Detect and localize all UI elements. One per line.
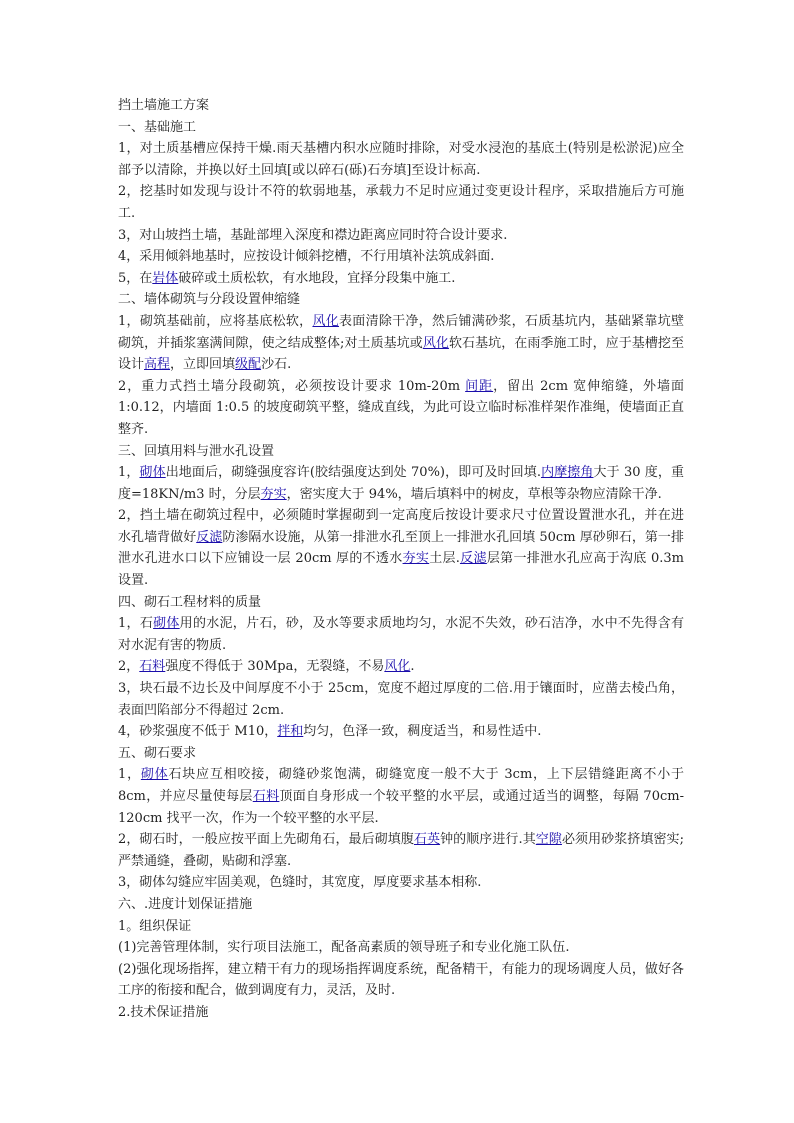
paragraph bbox=[118, 959, 684, 1002]
section-heading bbox=[118, 117, 684, 139]
keyword-link[interactable]: 间距 bbox=[465, 378, 494, 394]
text-run: 2，重力式挡土墙分段砌筑，必须按设计要求 10m-20m bbox=[118, 378, 466, 394]
keyword-link[interactable]: 反滤 bbox=[196, 529, 223, 545]
text-run: 5，在 bbox=[118, 270, 153, 286]
text-run: 均匀，色泽一致，稠度适当，和易性适中. bbox=[303, 724, 542, 740]
paragraph bbox=[118, 376, 684, 441]
text-run: (2)强化现场指挥，建立精干有力的现场指挥调度系统，配备精干，有能力的现场调度人员，做好各工序的衔接和配合，做到调度有力，灵活，及时. bbox=[118, 961, 684, 999]
keyword-link[interactable]: 砌体 bbox=[153, 616, 180, 632]
text-run: 4，砂浆强度不低于 M10， bbox=[118, 724, 278, 740]
section-heading bbox=[118, 743, 684, 765]
text-run: 防渗隔水设施，从第一排泄水孔至顶上一排泄水孔回填 50cm 厚砂卵石，第一排泄水孔进水口以下应铺设一层 20cm 厚的不透水 bbox=[118, 529, 684, 567]
keyword-link[interactable]: 高程 bbox=[144, 357, 171, 373]
section-heading bbox=[118, 441, 684, 463]
text-run: 强度不得低于 30Mpa，无裂缝，不易 bbox=[165, 659, 385, 675]
paragraph bbox=[118, 613, 684, 656]
text-run: . bbox=[410, 659, 415, 675]
text-run: 五、砌石要求 bbox=[118, 745, 197, 761]
section-heading bbox=[118, 592, 684, 614]
paragraph bbox=[118, 829, 684, 872]
keyword-link[interactable]: 砌体 bbox=[140, 767, 169, 783]
section-heading bbox=[118, 289, 684, 311]
keyword-link[interactable]: 岩体 bbox=[152, 270, 179, 286]
text-run: 2， bbox=[118, 659, 140, 675]
text-run: 3，砌体勾缝应牢固美观，色缝时，其宽度，厚度要求基本相称. bbox=[118, 875, 482, 891]
text-run: 1，对土质基槽应保持干燥.雨天基槽内积水应随时排除，对受水浸泡的基底土(特别是松淤泥)应全部予以清除，并换以好土回填[或以碎石(砾)石夯填]至设计标高. bbox=[118, 141, 684, 178]
paragraph bbox=[118, 1002, 684, 1024]
text-run: 土层. bbox=[429, 551, 460, 567]
text-run: 2.技术保证措施 bbox=[118, 1004, 209, 1020]
text-run: 一、基础施工 bbox=[118, 119, 197, 135]
text-run: 钟的顺序进行.其 bbox=[440, 832, 536, 848]
keyword-link[interactable]: 石料 bbox=[139, 659, 166, 675]
paragraph bbox=[118, 181, 684, 224]
paragraph bbox=[118, 138, 684, 181]
text-run: 石块应互相咬接，砌缝砂浆饱满，砌缝宽度一般不大于 3cm，上下层错缝距离不小于 8cm，并应尽量使每层 bbox=[118, 767, 684, 804]
paragraph bbox=[118, 656, 684, 678]
text-run: 六、.进度计划保证措施 bbox=[118, 896, 253, 912]
text-run: 大于 30 度，重度=18KN/m3 时，分层 bbox=[118, 465, 684, 502]
text-run: 破碎或土质松软，有水地段，宜择分段集中施工. bbox=[178, 270, 456, 286]
text-run: 3，块石最不边长及中间厚度不小于 25cm，宽度不超过厚度的二倍.用于镶面时，应凿去棱凸角，表面凹陷部分不得超过 2cm. bbox=[118, 681, 684, 718]
keyword-link[interactable]: 内摩擦角 bbox=[540, 465, 594, 481]
text-run: ，留出 2cm 宽伸缩缝，外墙面 1:0.12，内墙面 1:0.5 的坡度砌筑平整，缝成直线，为此可设立临时标准样架作准绳，使墙面正直整齐. bbox=[118, 378, 684, 437]
text-run: 1，砌筑基础前，应将基底松软， bbox=[118, 313, 313, 329]
text-run: 软石基坑，在雨季施工时，应于基槽挖至设计 bbox=[118, 335, 684, 373]
text-run: 四、砌石工程材料的质量 bbox=[118, 594, 262, 610]
keyword-link[interactable]: 石料 bbox=[252, 789, 280, 804]
text-run: 沙石. bbox=[261, 357, 292, 373]
text-run: 1。组织保证 bbox=[118, 918, 192, 934]
keyword-link[interactable]: 级配 bbox=[235, 357, 262, 373]
text-run: 1， bbox=[118, 465, 140, 481]
paragraph bbox=[118, 872, 684, 894]
document-body bbox=[118, 117, 684, 1024]
paragraph bbox=[118, 721, 684, 743]
paragraph bbox=[118, 505, 684, 591]
text-run: 1， bbox=[118, 767, 141, 783]
text-run: 1，石 bbox=[118, 616, 154, 632]
text-run: 2，挖基时如发现与设计不符的软弱地基，承载力不足时应通过变更设计程序，采取措施后方可施工. bbox=[118, 184, 684, 221]
keyword-link[interactable]: 夯实 bbox=[260, 486, 287, 502]
paragraph bbox=[118, 937, 684, 959]
text-run: 出地面后，砌缝强度容许(胶结强度达到处 70%)，即可及时回填. bbox=[165, 465, 541, 481]
text-run: 3，对山坡挡土墙，基趾部埋入深度和襟边距离应同时符合设计要求. bbox=[118, 227, 508, 243]
text-run: 用的水泥，片石，砂，及水等要求质地均匀，水泥不失效，砂石洁净，水中不先得含有对水泥有害的物质. bbox=[118, 616, 684, 653]
text-run: 层第一排泄水孔应高于沟底 0.3m 设置. bbox=[118, 551, 684, 589]
text-run: (1)完善管理体制，实行项目法施工，配备高素质的领导班子和专业化施工队伍. bbox=[118, 940, 570, 956]
document-title: 挡土墙施工方案 bbox=[118, 98, 210, 113]
section-heading bbox=[118, 894, 684, 916]
keyword-link[interactable]: 空隙 bbox=[535, 832, 562, 848]
text-run: 2，砌石时，一般应按平面上先砌角石，最后砌填腹 bbox=[118, 832, 414, 848]
text-run: 必须用砂浆挤填密实;严禁通缝，叠砌，贴砌和浮塞. bbox=[118, 832, 684, 869]
keyword-link[interactable]: 砌体 bbox=[139, 465, 166, 481]
document-page bbox=[118, 95, 684, 1024]
paragraph bbox=[118, 916, 684, 938]
paragraph bbox=[118, 268, 684, 290]
text-run: ，立即回填 bbox=[170, 357, 236, 373]
keyword-link[interactable]: 风化 bbox=[422, 335, 449, 351]
text-run: 4，采用倾斜地基时，应按设计倾斜挖槽，不行用填补法筑成斜面. bbox=[118, 249, 495, 265]
paragraph bbox=[118, 764, 684, 829]
keyword-link[interactable]: 石英 bbox=[413, 832, 441, 848]
paragraph bbox=[118, 311, 684, 376]
keyword-link[interactable]: 反滤 bbox=[459, 551, 487, 567]
text-run: 表面清除干净，然后铺满砂浆，石质基坑内，基础紧靠坑壁砌筑，并插浆塞满间隙，使之结成整体;对土质基坑或 bbox=[118, 313, 684, 351]
paragraph bbox=[118, 246, 684, 268]
keyword-link[interactable]: 拌和 bbox=[277, 724, 304, 740]
keyword-link[interactable]: 风化 bbox=[384, 659, 411, 675]
text-run: 2，挡土墙在砌筑过程中，必须随时掌握砌到一定高度后按设计要求尺寸位置设置泄水孔，并在进水孔墙背做好 bbox=[118, 508, 684, 545]
text-run: 顶面自身形成一个较平整的水平层，或通过适当的调整，每隔 70cm-120cm 找平一次，作为一个较平整的水平层. bbox=[118, 789, 684, 826]
paragraph bbox=[118, 225, 684, 247]
text-run: ，密实度大于 94%，墙后填料中的树皮，草根等杂物应清除干净. bbox=[286, 486, 662, 502]
paragraph bbox=[118, 678, 684, 721]
keyword-link[interactable]: 风化 bbox=[312, 313, 340, 329]
paragraph bbox=[118, 462, 684, 505]
keyword-link[interactable]: 夯实 bbox=[402, 551, 430, 567]
text-run: 三、回填用料与泄水孔设置 bbox=[118, 443, 275, 459]
text-run: 二、墙体砌筑与分段设置伸缩缝 bbox=[118, 292, 301, 308]
